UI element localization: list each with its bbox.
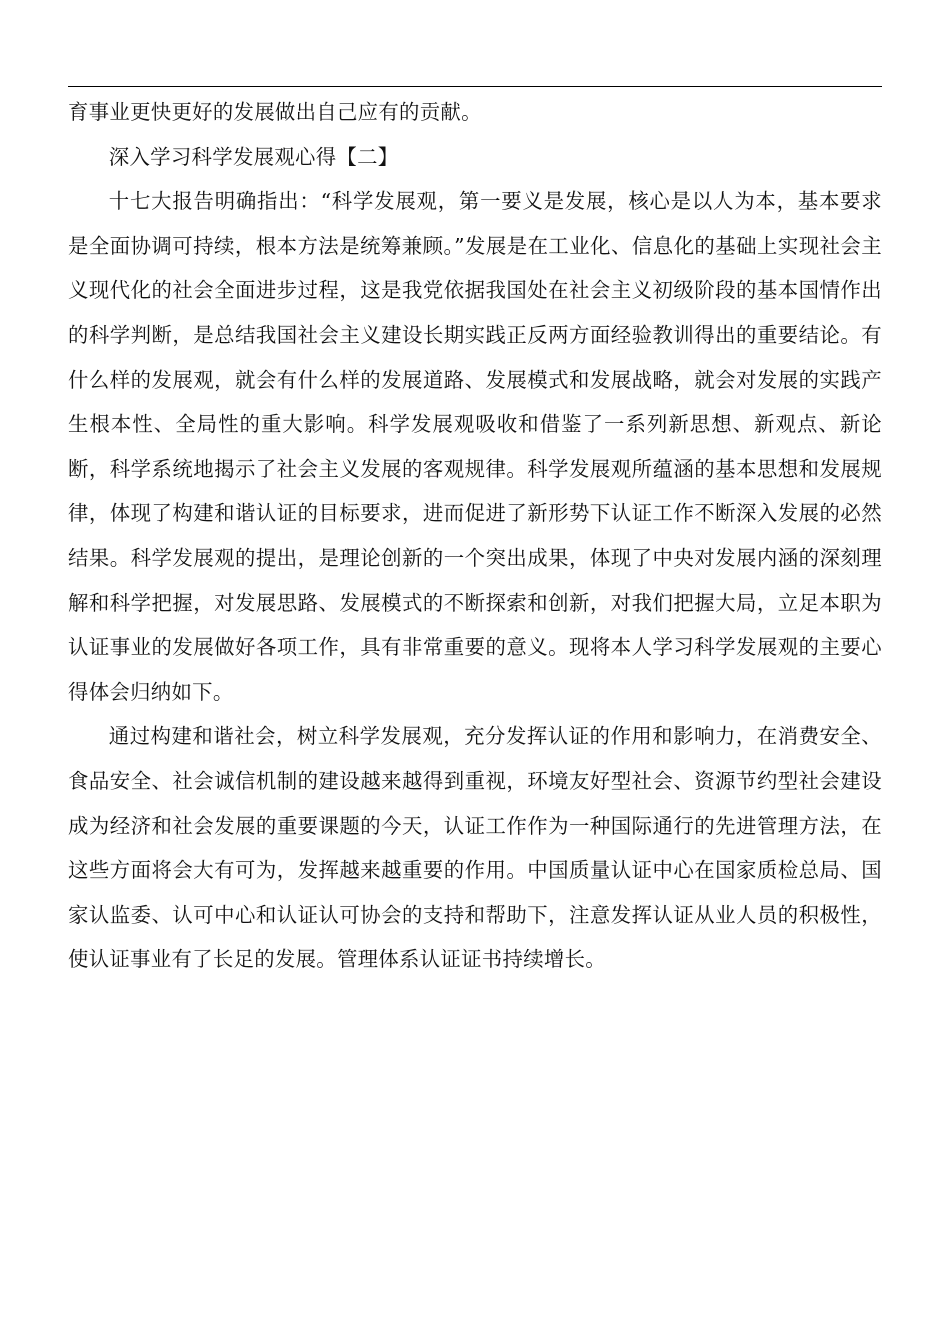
paragraph-continuation: 育事业更快更好的发展做出自己应有的贡献。: [68, 100, 482, 124]
paragraph-body-1: 十七大报告明确指出：“科学发展观，第一要义是发展，核心是以人为本，基本要求是全面协调可持续，根本方法是统筹兼顾。”发展是在工业化、信息化的基础上实现社会主义现代化的社会全面进步过程，这是我党依据我国处在社会主义初级阶段的基本国情作出的科学判断，是总结我国社会主义建设长期实践正反两方面经验教训得出的重要结论。有什么样的发展观，就会有什么样的发展道路、发展模式和发展战略，就会对发展的实践产生根本性、全局性的重大影响。科学发展观吸收和借鉴了一系列新思想、新观点、新论断，科学系统地揭示了社会主义发展的客观规律。科学发展观所蕴涵的基本思想和发展规律，体现了构建和谐认证的目标要求，进而促进了新形势下认证工作不断深入发展的必然结果。科学发展观的提出，是理论创新的一个突出成果，体现了中央对发展内涵的深刻理解和科学把握，对发展思路、发展模式的不断探索和创新，对我们把握大局，立足本职为认证事业的发展做好各项工作，具有非常重要的意义。现将本人学习科学发展观的主要心得体会归纳如下。: [68, 189, 882, 704]
paragraph-body-2: 通过构建和谐社会，树立科学发展观，充分发挥认证的作用和影响力，在消费安全、食品安全、社会诚信机制的建设越来越得到重视，环境友好型社会、资源节约型社会建设成为经济和社会发展的重要课题的今天，认证工作作为一种国际通行的先进管理方法，在这些方面将会大有可为，发挥越来越重要的作用。中国质量认证中心在国家质检总局、国家认监委、认可中心和认证认可协会的支持和帮助下，注意发挥认证从业人员的积极性，使认证事业有了长足的发展。管理体系认证证书持续增长。: [68, 724, 882, 972]
section-heading: 深入学习科学发展观心得【二】: [108, 144, 399, 169]
header-rule: [68, 86, 882, 87]
document-body: [68, 90, 882, 982]
